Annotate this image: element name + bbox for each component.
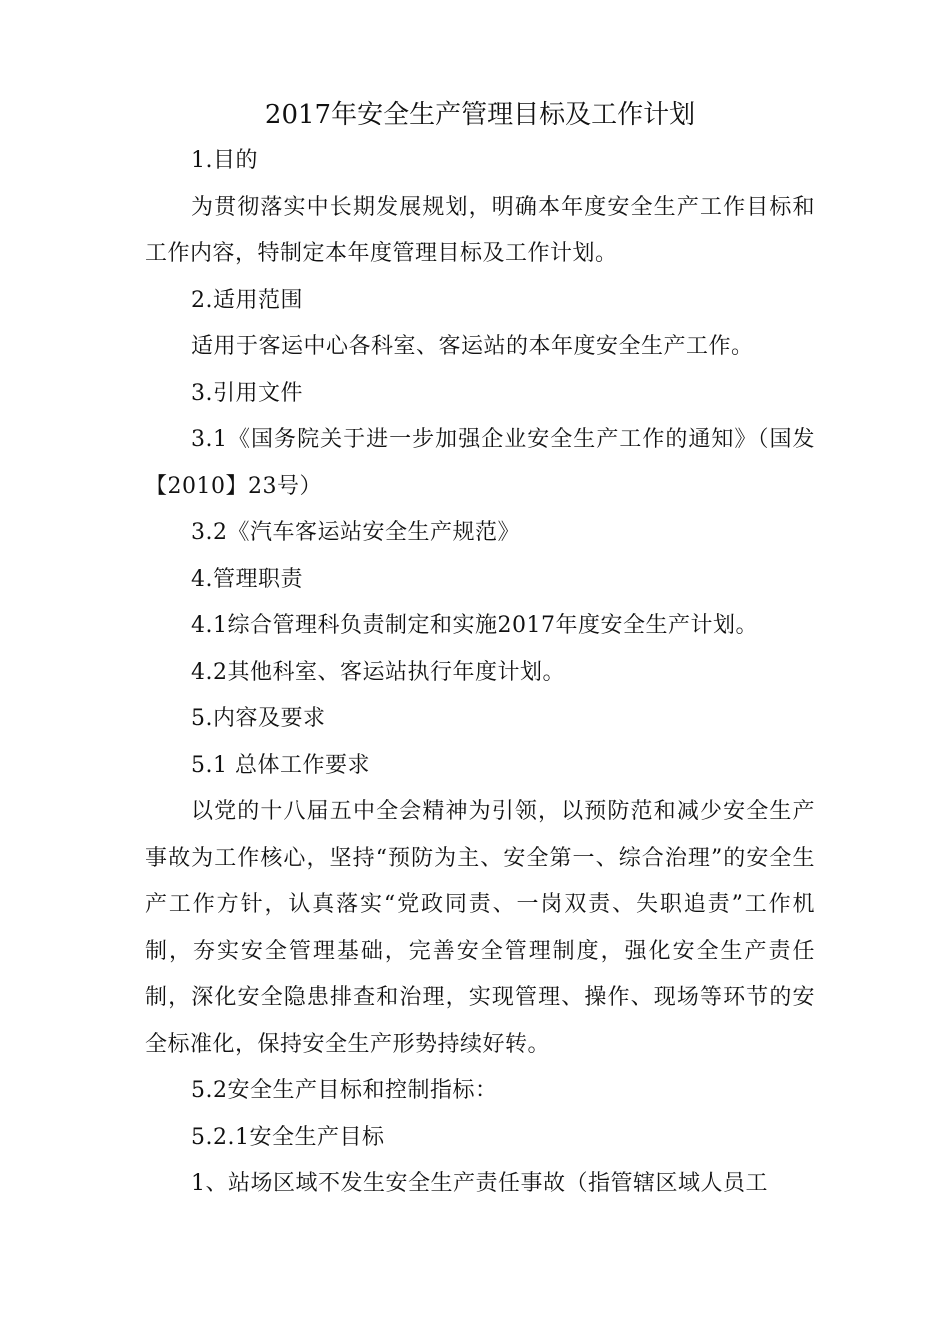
document-page xyxy=(145,92,815,1208)
reference-item-2: 3.2《汽车客运站安全生产规范》 xyxy=(191,520,520,545)
heading-references: 3.引用文件 xyxy=(191,380,303,406)
paragraph-scope: 适用于客运中心各科室、客运站的本年度安全生产工作。 xyxy=(191,334,754,359)
reference-item-1: 3.1《国务院关于进一步加强企业安全生产工作的通知》（国发【2010】23号） xyxy=(145,427,815,499)
responsibility-item-1: 4.1综合管理科负责制定和实施2017年度安全生产计划。 xyxy=(191,613,758,638)
goal-item-1: 1、站场区域不发生安全生产责任事故（指管辖区域人员工 xyxy=(191,1171,768,1196)
subheading-safety-goal: 5.2.1安全生产目标 xyxy=(191,1124,385,1150)
document-title: 2017年安全生产管理目标及工作计划 xyxy=(264,100,696,130)
heading-responsibilities: 4.管理职责 xyxy=(191,566,303,592)
paragraph-general-requirements: 以党的十八届五中全会精神为引领，以预防范和减少安全生产事故为工作核心，坚持“预防为主、安全第一、综合治理”的安全生产工作方针，认真落实“党政同责、一岗双责、失职追责”工作机制，夯实安全管理基础，完善安全管理制度，强化安全生产责任制，深化安全隐患排查和治理，实现管理、操作、现场等环节的安全标准化，保持安全生产形势持续好转。 xyxy=(145,799,815,1057)
paragraph-purpose: 为贯彻落实中长期发展规划，明确本年度安全生产工作目标和工作内容，特制定本年度管理目标及工作计划。 xyxy=(145,194,815,266)
heading-purpose: 1.目的 xyxy=(191,148,258,173)
heading-content: 5.内容及要求 xyxy=(191,706,326,731)
subheading-general-requirements: 5.1 总体工作要求 xyxy=(191,752,370,778)
responsibility-item-2: 4.2其他科室、客运站执行年度计划。 xyxy=(191,659,565,685)
subheading-safety-targets: 5.2安全生产目标和控制指标： xyxy=(191,1078,498,1103)
heading-scope: 2.适用范围 xyxy=(191,287,303,313)
